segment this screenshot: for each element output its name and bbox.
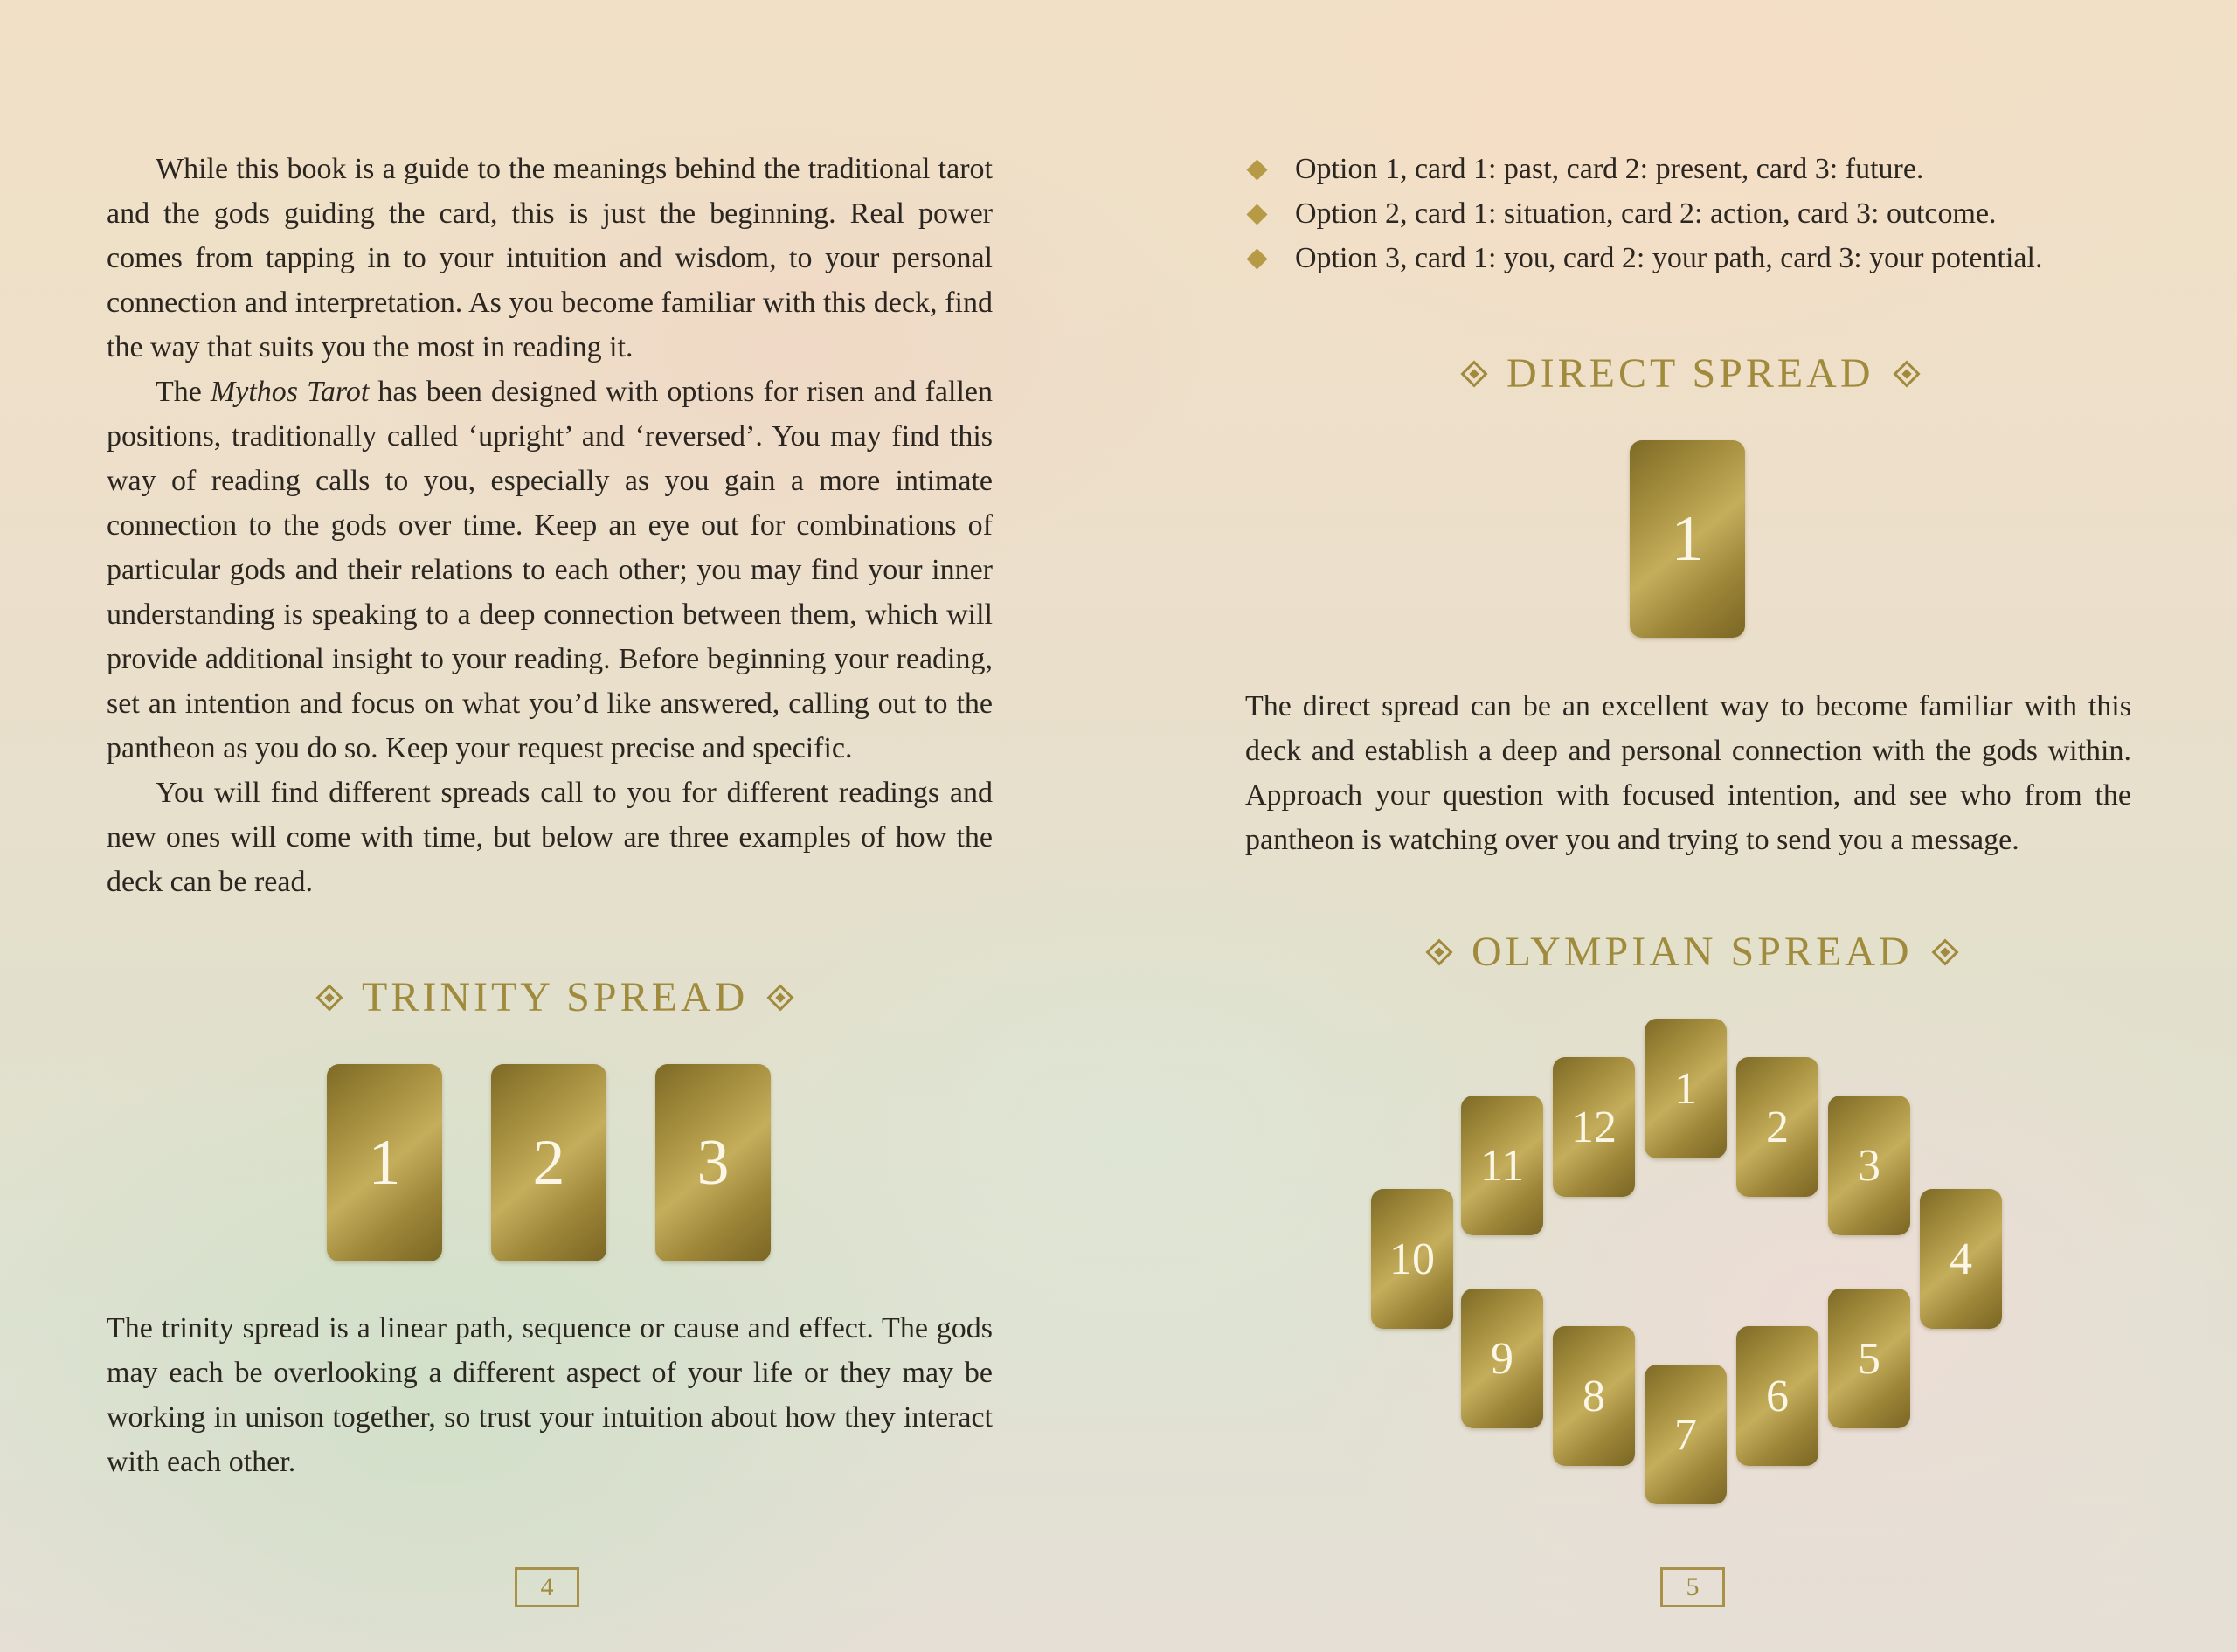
ornament-diamond-icon — [1931, 938, 1958, 965]
option-text: Option 2, card 1: situation, card 2: action, card 3: outcome. — [1295, 197, 1997, 230]
olympian-card-3: 3 — [1828, 1096, 1910, 1235]
ornament-diamond-icon — [1425, 938, 1452, 965]
bullet-diamond-icon — [1246, 248, 1267, 269]
options-list — [1250, 147, 2123, 280]
direct-spread-title: DIRECT SPREAD — [1506, 350, 1874, 397]
direct-card-1: 1 — [1630, 440, 1745, 638]
left-page — [0, 0, 1118, 1652]
bullet-diamond-icon — [1246, 159, 1267, 180]
paragraph-mythos-rest: has been designed with options for risen and fallen positions, traditionally called ‘upright’ and ‘reversed’. You may find this way of reading calls to you, especially as you gain a more intimate connection to the gods over time. Keep an eye out for combinations of particular gods and their relations to each other; you may find your inner understanding is speaking to a deep connection between them, which will provide additional insight to your reading. Before beginning your reading, set an intention and focus on what you’d like answered, calling out to the pantheon as you do so. Keep your request precise and specific. — [107, 376, 993, 764]
right-page — [1118, 0, 2237, 1652]
paragraph-mythos — [107, 370, 993, 771]
olympian-card-7: 7 — [1645, 1365, 1727, 1504]
intro-text — [107, 147, 993, 904]
trinity-spread-title: TRINITY SPREAD — [362, 974, 749, 1020]
trinity-card-1: 1 — [327, 1064, 442, 1261]
ornament-diamond-icon — [315, 984, 343, 1011]
option-text: Option 1, card 1: past, card 2: present, card 3: future. — [1295, 153, 1924, 185]
page-number-right: 5 — [1660, 1567, 1725, 1607]
olympian-spread-title: OLYMPIAN SPREAD — [1472, 929, 1913, 975]
trinity-card-3: 3 — [655, 1064, 771, 1261]
option-item — [1250, 147, 2123, 191]
olympian-card-2: 2 — [1736, 1057, 1818, 1197]
page-number-left: 4 — [515, 1567, 579, 1607]
ornament-diamond-icon — [1893, 360, 1920, 387]
option-item — [1250, 191, 2123, 236]
trinity-description: The trinity spread is a linear path, sequence or cause and effect. The gods may each be overlooking a different aspect of your life or they may be working in unison together, so trust your intuition about how they interact with each other. — [107, 1312, 993, 1478]
olympian-card-5: 5 — [1828, 1289, 1910, 1428]
paragraph-mythos-lead: The — [156, 376, 211, 408]
olympian-card-6: 6 — [1736, 1326, 1818, 1466]
option-item — [1250, 236, 2123, 280]
ornament-diamond-icon — [1460, 360, 1487, 387]
olympian-card-1: 1 — [1645, 1019, 1727, 1158]
olympian-card-12: 12 — [1553, 1057, 1635, 1197]
olympian-card-11: 11 — [1461, 1096, 1543, 1235]
olympian-card-4: 4 — [1920, 1189, 2002, 1329]
olympian-spread-heading — [1430, 928, 1955, 976]
trinity-spread-heading — [320, 973, 790, 1021]
trinity-card-2: 2 — [491, 1064, 606, 1261]
book-title: Mythos Tarot — [210, 376, 370, 408]
paragraph-intro: While this book is a guide to the meanings behind the traditional tarot and the gods guiding the card, this is just the beginning. Real power comes from tapping in to your intuition and wisdom, to your personal connection and interpretation. As you become familiar with this deck, find the way that suits you the most in reading it. — [107, 153, 993, 363]
option-text: Option 3, card 1: you, card 2: your path, card 3: your potential. — [1295, 242, 2043, 274]
direct-spread-heading — [1465, 349, 1916, 397]
ornament-diamond-icon — [767, 984, 794, 1011]
olympian-card-9: 9 — [1461, 1289, 1543, 1428]
direct-description: The direct spread can be an excellent way to become familiar with this deck and establish a deep and personal connection with the gods within. Approach your question with focused intention, and see who from the pantheon is watching over you and trying to send you a message. — [1245, 690, 2131, 856]
bullet-diamond-icon — [1246, 204, 1267, 225]
olympian-card-8: 8 — [1553, 1326, 1635, 1466]
paragraph-spreads: You will find different spreads call to you for different readings and new ones will come with time, but below are three examples of how the deck can be read. — [107, 777, 993, 898]
olympian-card-10: 10 — [1371, 1189, 1453, 1329]
